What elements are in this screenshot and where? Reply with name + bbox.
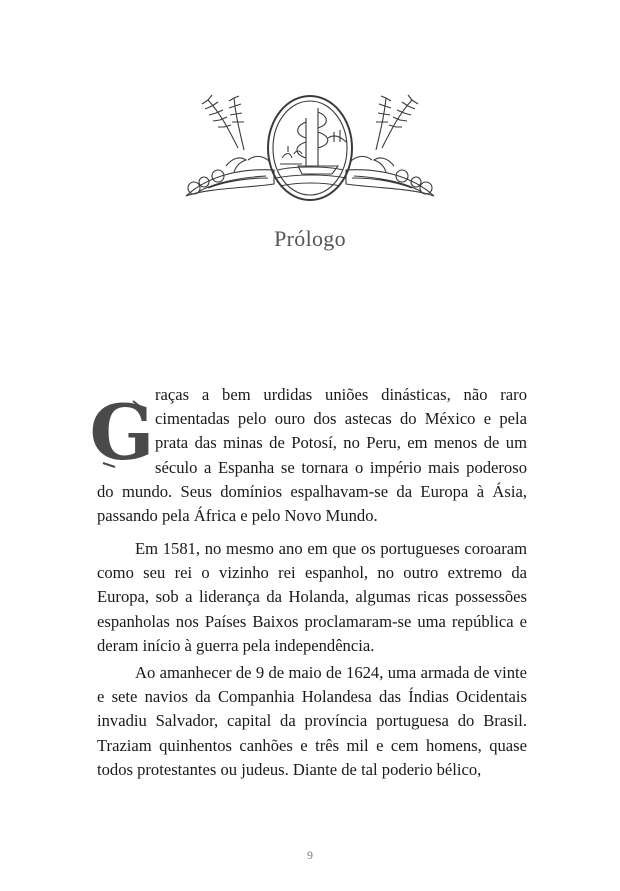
chapter-vignette-illustration	[178, 88, 442, 206]
paragraph-2-text: Em 1581, no mesmo ano em que os portugueses coroaram como seu rei o vizinho rei espanhol, no outro extremo da Europa, sob a liderança da Holanda, algumas ricas possessões espanholas nos Países Baixos proclamaram-se uma república e deram início à guerra pela independência.	[97, 539, 527, 655]
svg-text:G: G	[89, 388, 155, 477]
page-number: 9	[307, 848, 313, 862]
ship-medallion-icon	[178, 88, 442, 206]
paragraph-3	[97, 661, 527, 782]
chapter-title: Prólogo	[274, 226, 346, 251]
dropcap-letter	[89, 388, 155, 477]
gothic-g-dropcap-icon	[89, 388, 155, 477]
paragraph-3-text: Ao amanhecer de 9 de maio de 1624, uma armada de vinte e sete navios da Companhia Holandesa das Índias Ocidentais invadiu Salvador, capital da província portuguesa do Brasil. Traziam quinhentos canhões e três mil e cem homens, quase todos protestantes ou judeus. Diante de tal poderio bélico,	[97, 663, 527, 779]
paragraph-2	[97, 537, 527, 658]
paragraph-1-text: raças a bem urdidas uniões dinásticas, não raro cimentadas pelo ouro dos astecas do México e pela prata das minas de Potosí, no Peru, em menos de um século a Espanha se tornara o império mais poderoso do mundo. Seus domínios espalhavam-se da Europa à Ásia, passando pela África e pelo Novo Mundo.	[97, 385, 527, 526]
paragraph-1	[89, 383, 527, 528]
